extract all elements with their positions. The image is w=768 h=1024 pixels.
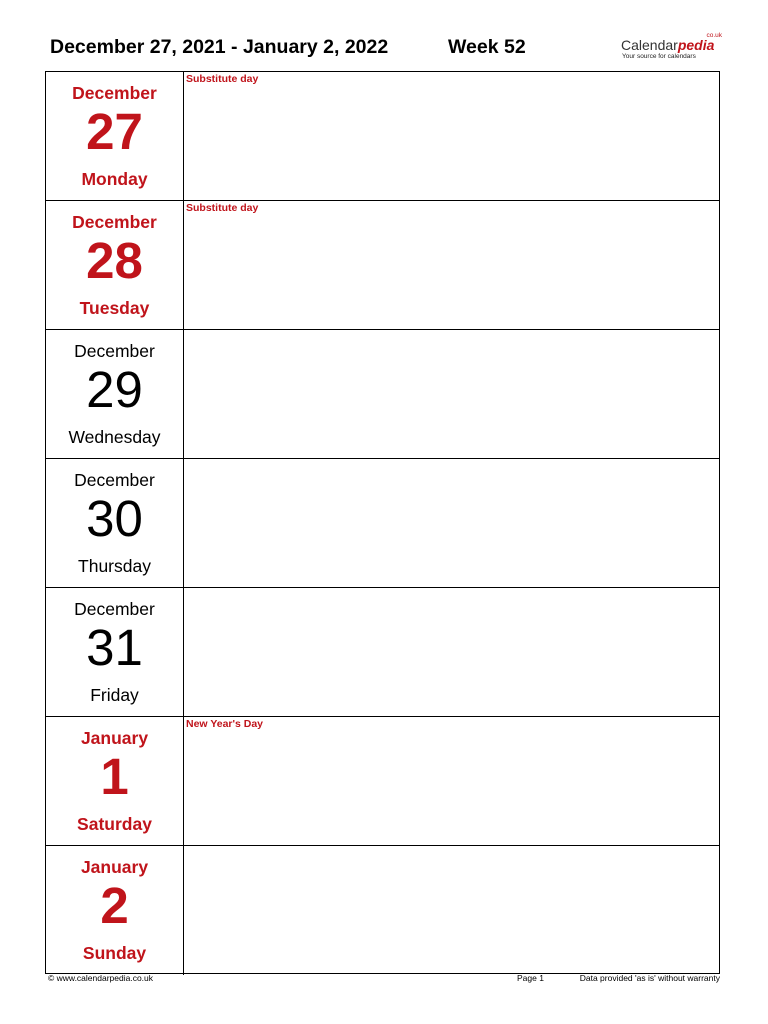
- day-number: 1: [100, 748, 129, 805]
- day-row-5: [46, 717, 719, 846]
- page-header: [50, 32, 722, 66]
- day-notes-area[interactable]: [185, 588, 719, 716]
- holiday-label: New Year's Day: [186, 718, 264, 730]
- day-cell: [46, 72, 184, 200]
- day-cell: [46, 846, 184, 975]
- day-number: 29: [86, 361, 143, 418]
- day-row-2: [46, 330, 719, 459]
- day-number: 28: [86, 232, 143, 289]
- week-number: Week 52: [448, 36, 526, 58]
- day-month: December: [72, 212, 157, 232]
- day-cell: [46, 201, 184, 329]
- holiday-label: Substitute day: [186, 202, 259, 214]
- day-month: January: [80, 857, 149, 877]
- page-footer: [48, 973, 720, 987]
- day-month: December: [74, 599, 155, 619]
- day-notes-area[interactable]: [185, 459, 719, 587]
- day-notes-area[interactable]: [185, 330, 719, 458]
- day-weekday: Tuesday: [79, 298, 150, 318]
- day-weekday: Saturday: [77, 814, 152, 834]
- logo-brand-part-2: pedia: [677, 37, 715, 53]
- day-month: December: [74, 341, 155, 361]
- day-cell: [46, 330, 184, 458]
- holiday-label: Substitute day: [186, 73, 259, 85]
- page-number: Page 1: [517, 973, 544, 983]
- day-number: 27: [86, 103, 143, 160]
- logo-wordmark: [621, 37, 714, 53]
- day-cell: [46, 717, 184, 845]
- day-notes-area[interactable]: [185, 201, 719, 329]
- calendarpedia-logo[interactable]: [621, 32, 725, 64]
- day-month: December: [72, 83, 157, 103]
- date-range-title: December 27, 2021 - January 2, 2022: [50, 36, 389, 58]
- day-weekday: Friday: [90, 685, 139, 705]
- day-weekday: Wednesday: [68, 427, 161, 447]
- day-row-3: [46, 459, 719, 588]
- day-weekday: Thursday: [78, 556, 151, 576]
- copyright-link[interactable]: © www.calendarpedia.co.uk: [48, 973, 154, 983]
- day-number: 31: [86, 619, 143, 676]
- day-month: January: [80, 728, 149, 748]
- day-weekday: Sunday: [82, 943, 147, 963]
- day-weekday: Monday: [81, 169, 148, 189]
- day-cell: [46, 588, 184, 716]
- week-planner-table: [45, 71, 720, 974]
- logo-domain: co.uk: [706, 32, 722, 39]
- day-cell: [46, 459, 184, 587]
- day-row-6: [46, 846, 719, 975]
- day-notes-area[interactable]: [185, 846, 719, 975]
- day-row-4: [46, 588, 719, 717]
- logo-tagline: Your source for calendars: [622, 53, 696, 60]
- day-number: 2: [100, 877, 129, 934]
- day-notes-area[interactable]: [185, 717, 719, 845]
- day-row-0: [46, 72, 719, 201]
- day-row-1: [46, 201, 719, 330]
- logo-brand-part-1: Calendar: [621, 37, 678, 53]
- warranty-note: Data provided 'as is' without warranty: [579, 973, 720, 983]
- day-notes-area[interactable]: [185, 72, 719, 200]
- day-month: December: [74, 470, 155, 490]
- day-number: 30: [86, 490, 143, 547]
